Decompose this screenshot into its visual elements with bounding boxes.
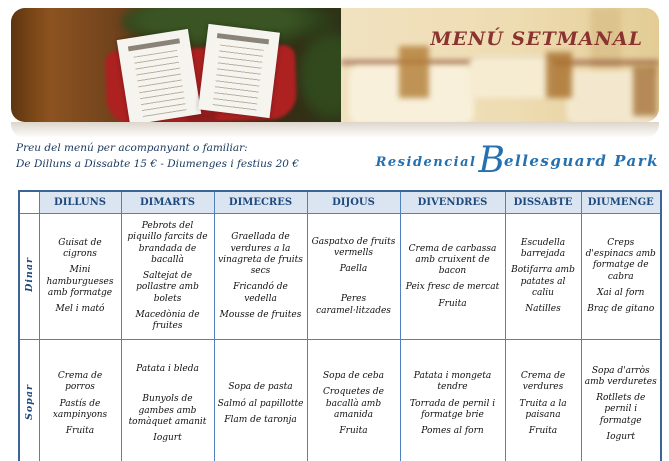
dish-item: Pastís de xampinyons xyxy=(52,398,108,420)
day-header: DIMECRES xyxy=(214,191,307,214)
dish-item: Sopa de ceba xyxy=(322,371,384,382)
dish-item: Guisat de cigrons xyxy=(58,237,102,260)
menu-cell xyxy=(307,214,400,340)
dish-item: Croquetes de bacallà amb amanida xyxy=(322,387,384,420)
dish-item: Iogurt xyxy=(606,431,635,442)
menu-cell xyxy=(121,340,214,461)
menu-sheet-text-lines xyxy=(213,44,264,111)
menu-sheet-right xyxy=(198,24,280,118)
dining-chair xyxy=(546,52,572,98)
logo-prefix: Residencial xyxy=(375,155,477,170)
day-header: DIUMENGE xyxy=(581,191,661,214)
menu-cell xyxy=(505,340,581,461)
dining-chair xyxy=(633,66,657,116)
dish-item: Bunyols de gambes amb tomàquet amanit xyxy=(128,394,207,427)
dish-item: Mel i mató xyxy=(55,304,105,315)
dish-item: Botifarra amb patates al caliu xyxy=(511,265,575,298)
day-header: DILLUNS xyxy=(39,191,121,214)
dish-item: Graellada de verdures a la vinagreta de fruits secs xyxy=(218,232,303,276)
menu-cell xyxy=(581,340,661,461)
dish-item: Salmó al papillotte xyxy=(217,398,304,409)
dish-item: Mousse de fruites xyxy=(219,309,302,320)
dish-item: Patata i mongeta tendre xyxy=(413,371,492,393)
menu-cell xyxy=(400,214,505,340)
dish-item: Natilles xyxy=(525,304,561,315)
dish-item: Patata i bleda xyxy=(136,364,199,375)
menu-cell xyxy=(39,214,121,340)
dish-item: Fruita xyxy=(438,298,467,309)
pricing-note xyxy=(16,140,299,173)
menu-table xyxy=(18,190,662,461)
dish-item: Rotllets de pernil i formatge xyxy=(596,393,646,426)
dish-item: Sopa de pasta xyxy=(228,382,293,393)
dish-item: Sopa d'arròs amb verduretes xyxy=(584,365,657,387)
dish-gap xyxy=(125,380,211,389)
meal-row-label xyxy=(19,340,39,461)
header-photo-banner xyxy=(11,8,659,122)
menu-sheet-text-lines xyxy=(134,50,187,118)
dish-item: Torrada de pernil i formatge brie xyxy=(409,398,496,420)
banner-reflection xyxy=(11,122,659,138)
dish-item: Fruita xyxy=(65,426,95,437)
dining-room-photo xyxy=(341,8,659,122)
dish-item: Fruita xyxy=(528,426,558,437)
menu-cell xyxy=(214,214,307,340)
dish-item: Xai al forn xyxy=(597,287,645,298)
dish-item: Macedònia de fruites xyxy=(135,309,200,331)
day-header: DIMARTS xyxy=(121,191,214,214)
meal-row-label-text: Sopar xyxy=(23,384,35,421)
meal-row-label-text: Dinar xyxy=(23,257,35,293)
menu-sheet-left xyxy=(117,29,202,122)
day-header: DISSABTE xyxy=(505,191,581,214)
dish-item: Creps d'espinacs amb formatge de cabra xyxy=(585,237,656,282)
dish-item: Fruita xyxy=(339,426,368,437)
menu-cell xyxy=(39,340,121,461)
residence-logo xyxy=(375,140,659,181)
meal-row xyxy=(19,340,661,461)
menu-table-body xyxy=(19,214,661,461)
dish-item: Pomes al forn xyxy=(421,426,484,437)
dish-item: Peres caramel·litzades xyxy=(316,294,391,316)
dish-item: Gaspatxo de fruits vermells xyxy=(311,236,396,258)
menu-stand-photo xyxy=(11,8,341,122)
menu-sheet-heading xyxy=(217,33,269,44)
menu-cell xyxy=(214,340,307,461)
meal-row xyxy=(19,214,661,340)
menu-cell xyxy=(505,214,581,340)
pricing-line-1: Preu del menú per acompanyant o familiar: xyxy=(16,142,248,154)
menu-cell xyxy=(581,214,661,340)
table-corner-cell xyxy=(19,191,39,214)
dish-item: Truita a la paisana xyxy=(519,398,567,420)
dish-item: Paella xyxy=(339,264,368,274)
logo-rest: ellesguard Park xyxy=(503,152,659,170)
dish-item: Escudella barrejada xyxy=(520,237,566,260)
dining-table xyxy=(469,56,554,98)
dish-item: Pebrots del piquillo farcits de brandada de bacallà xyxy=(127,221,208,265)
logo-initial-b: B xyxy=(478,140,505,181)
dish-item: Iogurt xyxy=(153,433,182,444)
day-header: DIVENDRES xyxy=(400,191,505,214)
day-header: DIJOUS xyxy=(307,191,400,214)
dining-chair xyxy=(399,46,429,98)
menu-cell xyxy=(121,214,214,340)
page-title: MENÚ SETMANAL xyxy=(430,28,643,50)
day-header-row xyxy=(19,191,661,214)
dish-item: Crema de verdures xyxy=(520,371,566,393)
dish-gap xyxy=(311,280,397,289)
dish-item: Fricandó de vedella xyxy=(233,282,288,304)
dish-item: Peix fresc de mercat xyxy=(405,282,500,293)
dish-item: Braç de gitano xyxy=(587,304,655,315)
pricing-line-2: De Dilluns a Dissabte 15 € - Diumenges i festius 20 € xyxy=(16,158,299,171)
dish-item: Mini hamburgueses amb formatge xyxy=(46,265,114,298)
dish-item: Flam de taronja xyxy=(224,414,297,425)
meal-row-label xyxy=(19,214,39,340)
menu-cell xyxy=(400,340,505,461)
dish-item: Saltejat de pollastre amb bolets xyxy=(136,271,199,304)
dish-item: Crema de porros xyxy=(57,371,103,393)
dish-item: Crema de carbassa amb cruixent de bacon xyxy=(408,243,497,276)
menu-cell xyxy=(307,340,400,461)
